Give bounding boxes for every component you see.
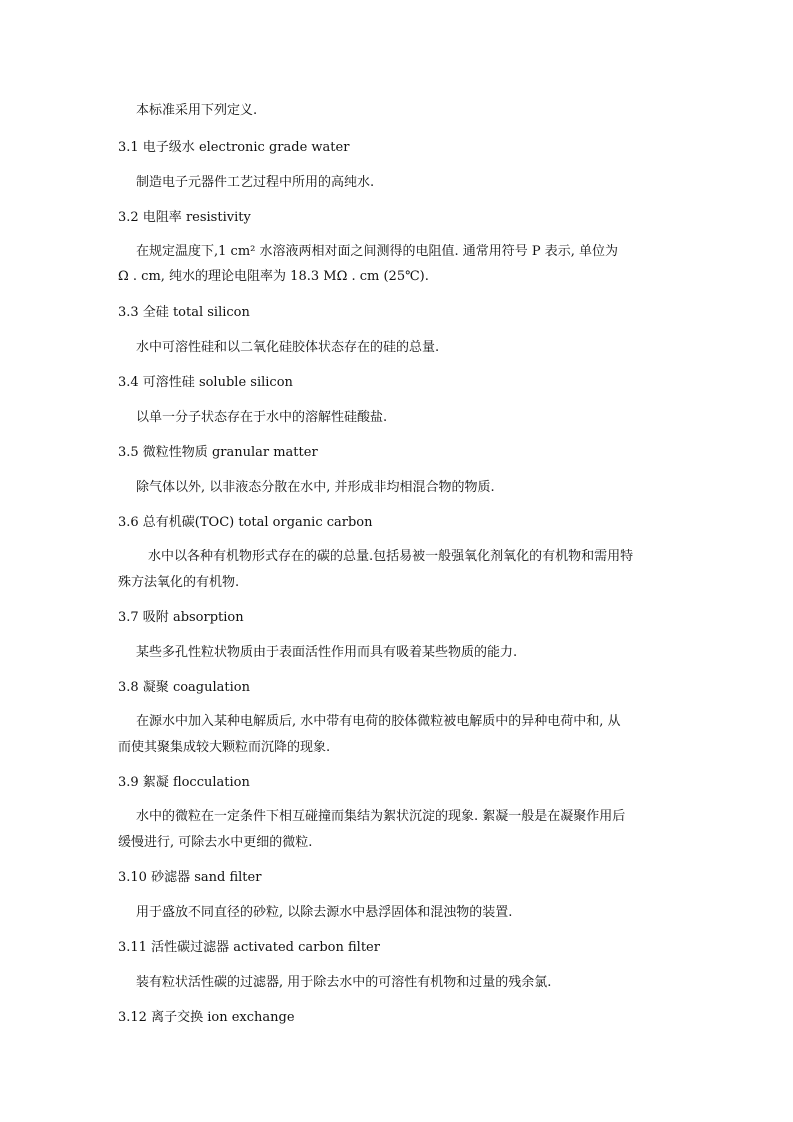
body-3-6-line2: 殊方法氧化的有机物.: [118, 575, 240, 590]
heading-3-10: 3.10 砂滤器 sand filter: [118, 870, 262, 885]
body-3-11-line1: 装有粒状活性碳的过滤器, 用于除去水中的可溶性有机物和过量的残余氯.: [136, 975, 552, 990]
body-3-3-line1: 水中可溶性硅和以二氧化硅胶体状态存在的硅的总量.: [136, 340, 440, 355]
heading-3-4: 3.4 可溶性硅 soluble silicon: [118, 375, 293, 390]
heading-3-3: 3.3 全硅 total silicon: [118, 305, 250, 320]
heading-3-5: 3.5 微粒性物质 granular matter: [118, 445, 318, 460]
body-3-9-line1: 水中的微粒在一定条件下相互碰撞而集结为絮状沉淀的现象. 絮凝一般是在凝聚作用后: [136, 809, 626, 824]
body-3-9-line2: 缓慢进行, 可除去水中更细的微粒.: [118, 835, 313, 850]
intro-text: 本标准采用下列定义.: [136, 103, 258, 118]
heading-3-6: 3.6 总有机碳(TOC) total organic carbon: [118, 515, 373, 530]
body-3-2-line2: Ω . cm, 纯水的理论电阻率为 18.3 MΩ . cm (25℃).: [118, 269, 429, 284]
body-3-7-line1: 某些多孔性粒状物质由于表面活性作用而具有吸着某些物质的能力.: [136, 645, 518, 660]
body-3-1-line1: 制造电子元器件工艺过程中所用的高纯水.: [136, 175, 375, 190]
body-3-2-line1: 在规定温度下,1 cm² 水溶液两相对面之间测得的电阻值. 通常用符号 P 表示, 单位为: [136, 244, 619, 259]
body-3-8-line1: 在源水中加入某种电解质后, 水中带有电荷的胶体微粒被电解质中的异种电荷中和, 从: [136, 714, 621, 729]
body-3-10-line1: 用于盛放不同直径的砂粒, 以除去源水中悬浮固体和混浊物的装置.: [136, 905, 513, 920]
heading-3-1: 3.1 电子级水 electronic grade water: [118, 140, 350, 155]
body-3-8-line2: 而使其聚集成较大颗粒而沉降的现象.: [118, 740, 331, 755]
heading-3-12: 3.12 离子交换 ion exchange: [118, 1010, 295, 1025]
heading-3-7: 3.7 吸附 absorption: [118, 610, 244, 625]
heading-3-11: 3.11 活性碳过滤器 activated carbon filter: [118, 940, 380, 955]
heading-3-2: 3.2 电阻率 resistivity: [118, 210, 251, 225]
body-3-6-line1: 水中以各种有机物形式存在的碳的总量.包括易被一般强氧化剂氧化的有机物和需用特: [148, 549, 634, 564]
body-3-4-line1: 以单一分子状态存在于水中的溶解性硅酸盐.: [136, 410, 388, 425]
heading-3-9: 3.9 絮凝 flocculation: [118, 775, 250, 790]
heading-3-8: 3.8 凝聚 coagulation: [118, 680, 250, 695]
body-3-5-line1: 除气体以外, 以非液态分散在水中, 并形成非均相混合物的物质.: [136, 480, 495, 495]
